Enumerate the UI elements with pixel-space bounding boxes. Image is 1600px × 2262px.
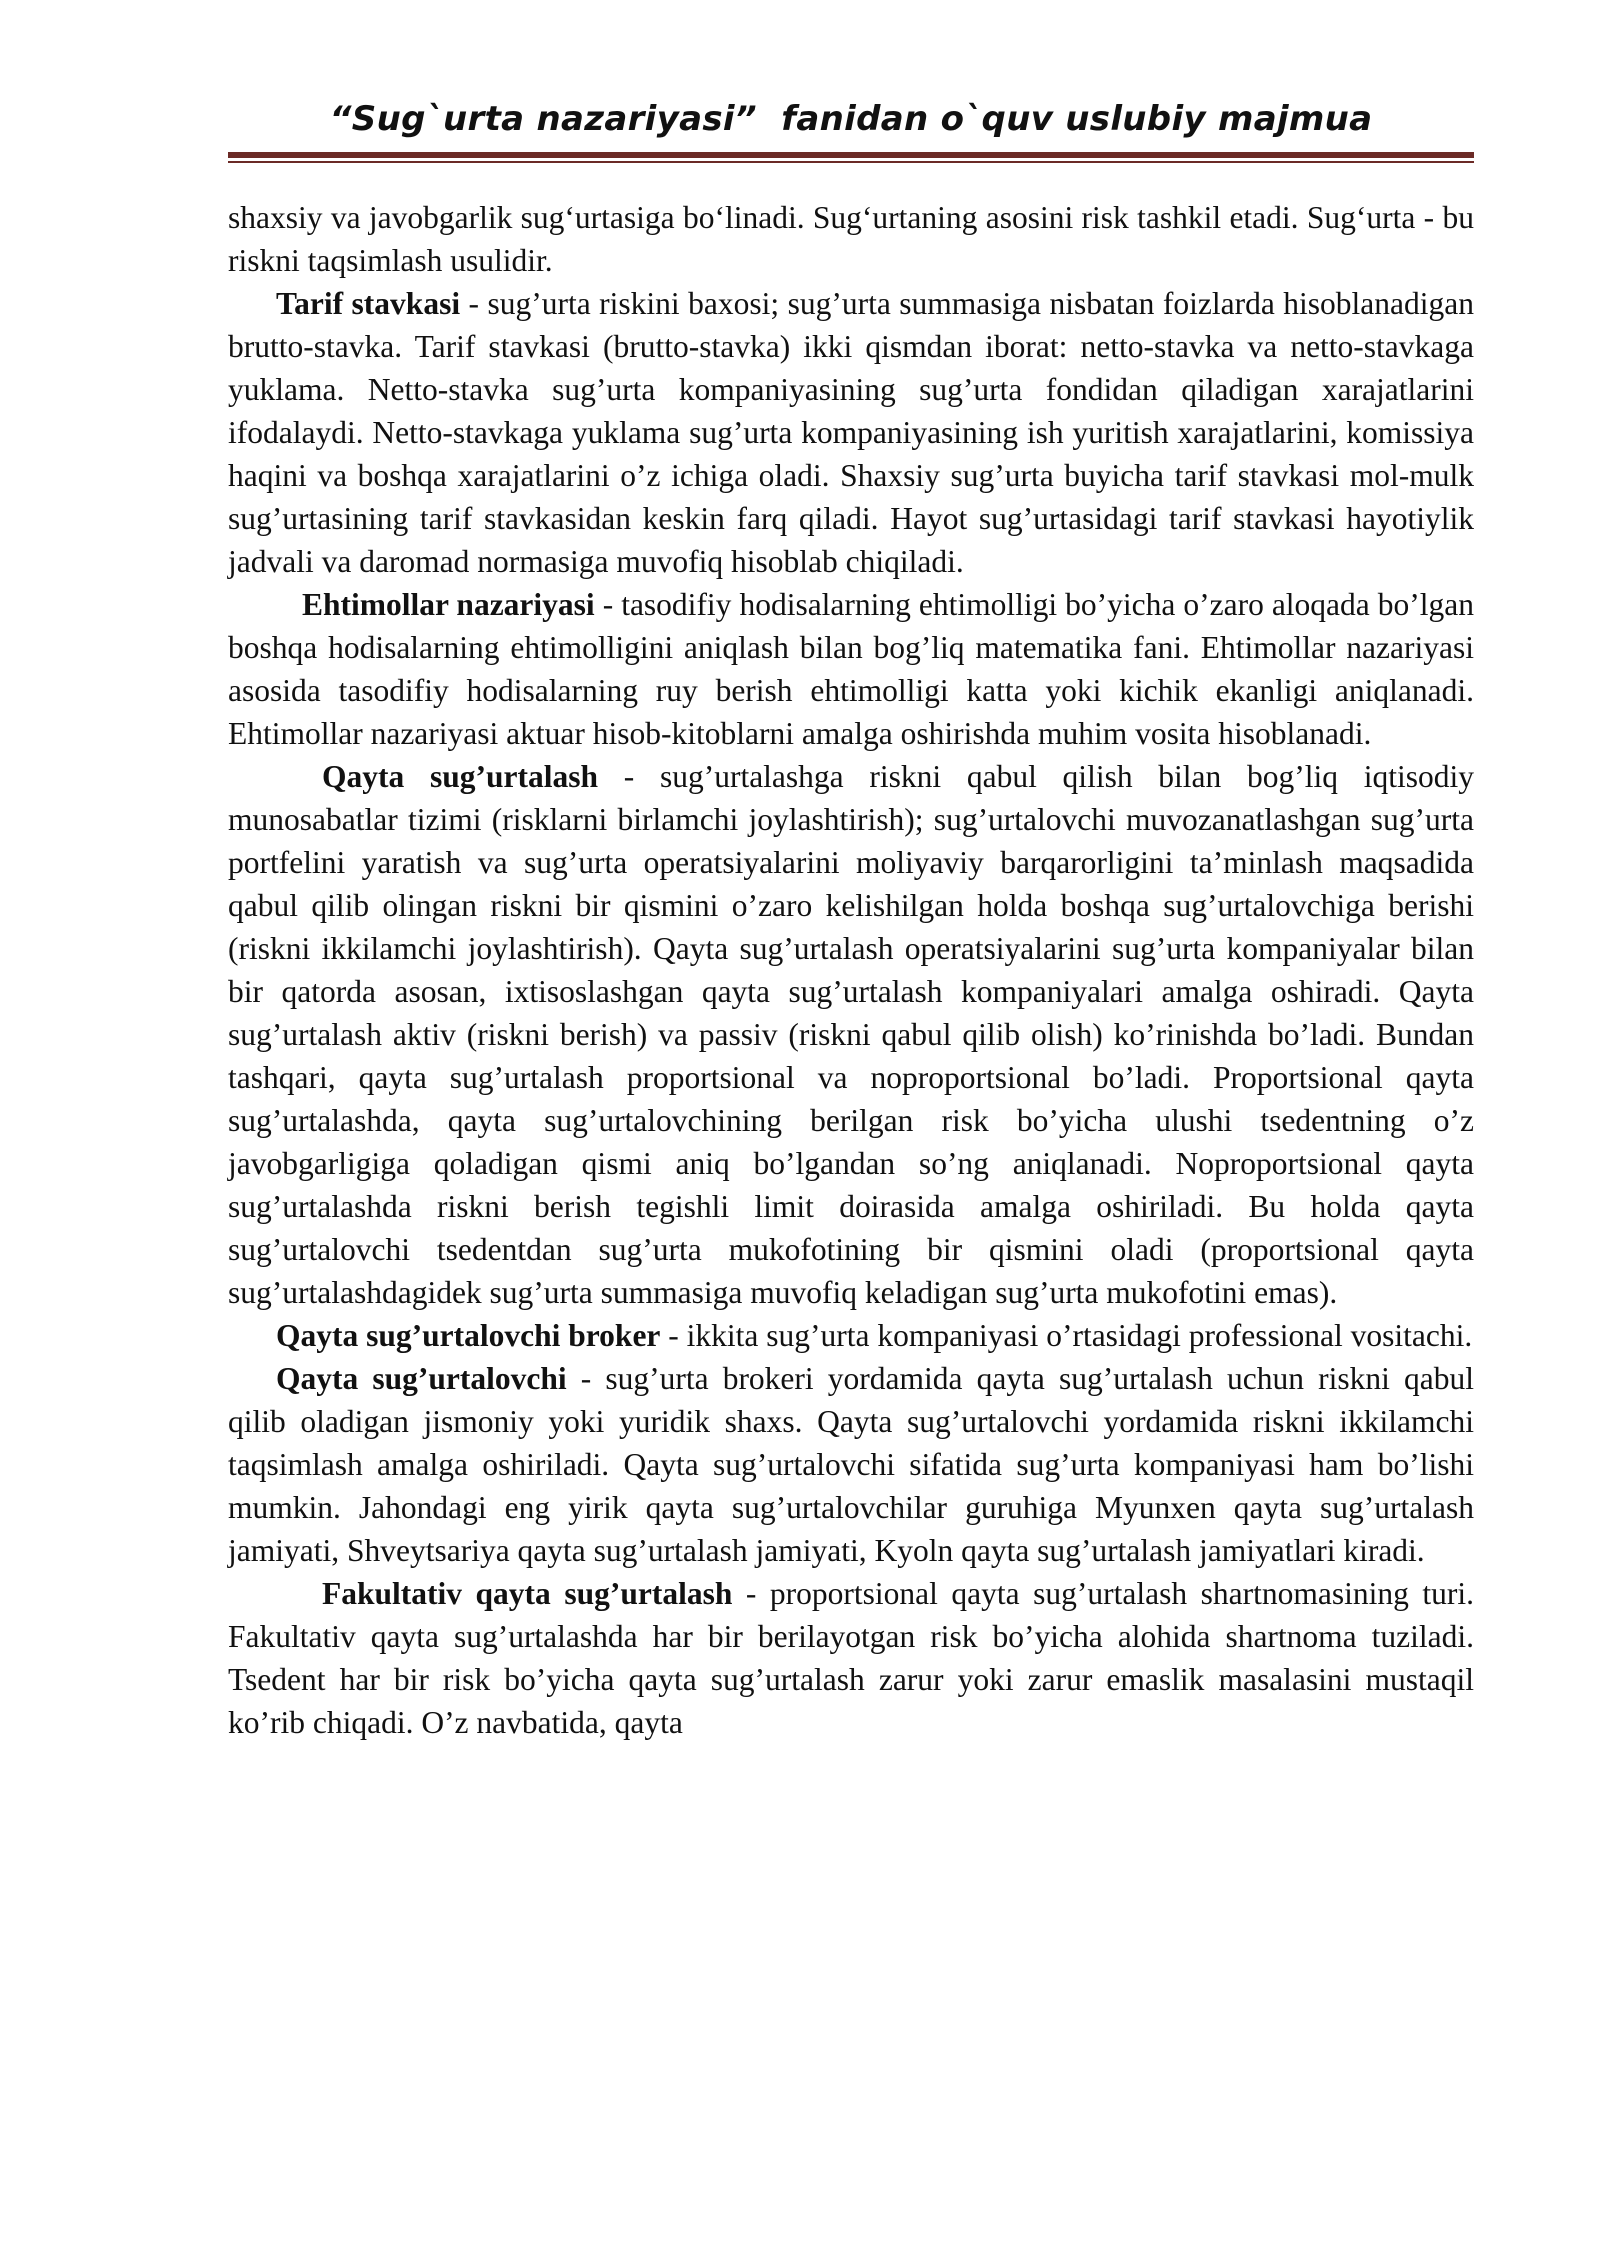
paragraph-text: - sug’urtalashga riskni qabul qilish bilan bog’liq iqtisodiy munosabatlar tizimi (risklarni birlamchi joylashtirish); sug’urtalovchi muvozanatlashgan sug’urta portfelini yaratish va sug’urta operatsiyalarini moliyaviy barqarorligini ta’minlash maqsadida qabul qilib olingan riskni bir qismini o’zaro kelishilgan holda boshqa sug’urtalovchiga berishi (riskni ikkilamchi joylashtirish). Qayta sug’urtalash operatsiyalarini sug’urta kompaniyalar bilan bir qatorda asosan, ixtisoslashgan qayta sug’urtalash kompaniyalari amalga oshiradi. Qayta sug’urtalash aktiv (riskni berish) va passiv (riskni qabul qilib olish) ko’rinishda bo’ladi. Bundan tashqari, qayta sug’urtalash proportsional va noproportsional bo’ladi. Proportsional qayta sug’urtalashda, qayta sug’urtalovchining berilgan risk bo’yicha ulushi tsedentning o’z javobgarligiga qoladigan qismi aniq bo’lgandan so’ng aniqlanadi. Noproportsional qayta sug’urtalashda riskni berish tegishli limit doirasida amalga oshiriladi. Bu holda qayta sug’urtalovchi tsedentdan sug’urta mukofotining bir qismini oladi (proportsional qayta sug’urtalashdagidek sug’urta summasiga muvofiq keladigan sug’urta mukofotini emas).: [228, 759, 1474, 1310]
paragraph-continuation: [228, 196, 1474, 282]
paragraph-qayta-sugurtalovchi: [228, 1357, 1474, 1572]
paragraph-ehtimollar-nazariyasi: [228, 583, 1474, 755]
paragraph-text: shaxsiy va javobgarlik sug‘urtasiga bo‘linadi. Sug‘urtaning asosini risk tashkil etadi. Sug‘urta - bu riskni taqsimlash usulidir.: [228, 200, 1474, 278]
header-rule-thick: [228, 152, 1474, 158]
paragraph-text: - ikkita sug’urta kompaniyasi o’rtasidagi professional vositachi.: [660, 1318, 1473, 1353]
paragraph-tarif-stavkasi: [228, 282, 1474, 583]
term-heading: Qayta sug’urtalovchi: [276, 1361, 567, 1396]
paragraph-fakultativ-qayta-sugurtalash: [228, 1572, 1474, 1744]
document-body: [228, 196, 1474, 1744]
paragraph-qayta-sugurtalovchi-broker: [228, 1314, 1474, 1357]
term-heading: Ehtimollar nazariyasi: [302, 587, 595, 622]
paragraph-text: - tasodifiy hodisalarning ehtimolligi bo’yicha o’zaro aloqada bo’lgan boshqa hodisalarning ehtimolligini aniqlash bilan bog’liq matematika fani. Ehtimollar nazariyasi asosida tasodifiy hodisalarning ruy berish ehtimolligi katta yoki kichik ekanligi aniqlanadi. Ehtimollar nazariyasi aktuar hisob-kitoblarni amalga oshirishda muhim vosita hisoblanadi.: [228, 587, 1475, 751]
paragraph-text: - sug’urta riskini baxosi; sug’urta summasiga nisbatan foizlarda hisoblanadigan brutto-stavka. Tarif stavkasi (brutto-stavka) ikki qismdan iborat: netto-stavka va netto-stavkaga yuklama. Netto-stavka sug’urta kompaniyasining sug’urta fondidan qiladigan xarajatlarini ifodalaydi. Netto-stavkaga yuklama sug’urta kompaniyasining ish yuritish xarajatlarini, komissiya haqini va boshqa xarajatlarini o’z ichiga oladi. Shaxsiy sug’urta buyicha tarif stavkasi mol-mulk sug’urtasining tarif stavkasidan keskin farq qiladi. Hayot sug’urtasidagi tarif stavkasi hayotiylik jadvali va daromad normasiga muvofiq hisoblab chiqiladi.: [228, 286, 1474, 579]
paragraph-text: - proportsional qayta sug’urtalash shartnomasining turi. Fakultativ qayta sug’urtalashda har bir berilayotgan risk bo’yicha alohida shartnoma tuziladi. Tsedent har bir risk bo’yicha qayta sug’urtalash zarur yoki zarur emaslik masalasini mustaqil ko’rib chiqadi. O’z navbatida, qayta: [228, 1576, 1474, 1740]
page-header: [228, 92, 1474, 146]
header-rule-thin: [228, 161, 1474, 163]
term-heading: Tarif stavkasi: [276, 286, 461, 321]
header-title: “Sug`urta nazariyasi” fanidan o`quv uslubiy majmua: [329, 99, 1373, 139]
term-heading: Fakultativ qayta sug’urtalash: [322, 1576, 733, 1611]
paragraph-qayta-sugurtalash: [228, 755, 1474, 1314]
term-heading: Qayta sug’urtalash: [322, 759, 599, 794]
paragraph-text: - sug’urta brokeri yordamida qayta sug’urtalash uchun riskni qabul qilib oladigan jismoniy yoki yuridik shaxs. Qayta sug’urtalovchi yordamida riskni ikkilamchi taqsimlash amalga oshiriladi. Qayta sug’urtalovchi sifatida sug’urta kompaniyasi ham bo’lishi mumkin. Jahondagi eng yirik qayta sug’urtalovchilar guruhiga Myunxen qayta sug’urtalash jamiyati, Shveytsariya qayta sug’urtalash jamiyati, Kyoln qayta sug’urtalash jamiyatlari kiradi.: [228, 1361, 1474, 1568]
term-heading: Qayta sug’urtalovchi broker: [276, 1318, 661, 1353]
